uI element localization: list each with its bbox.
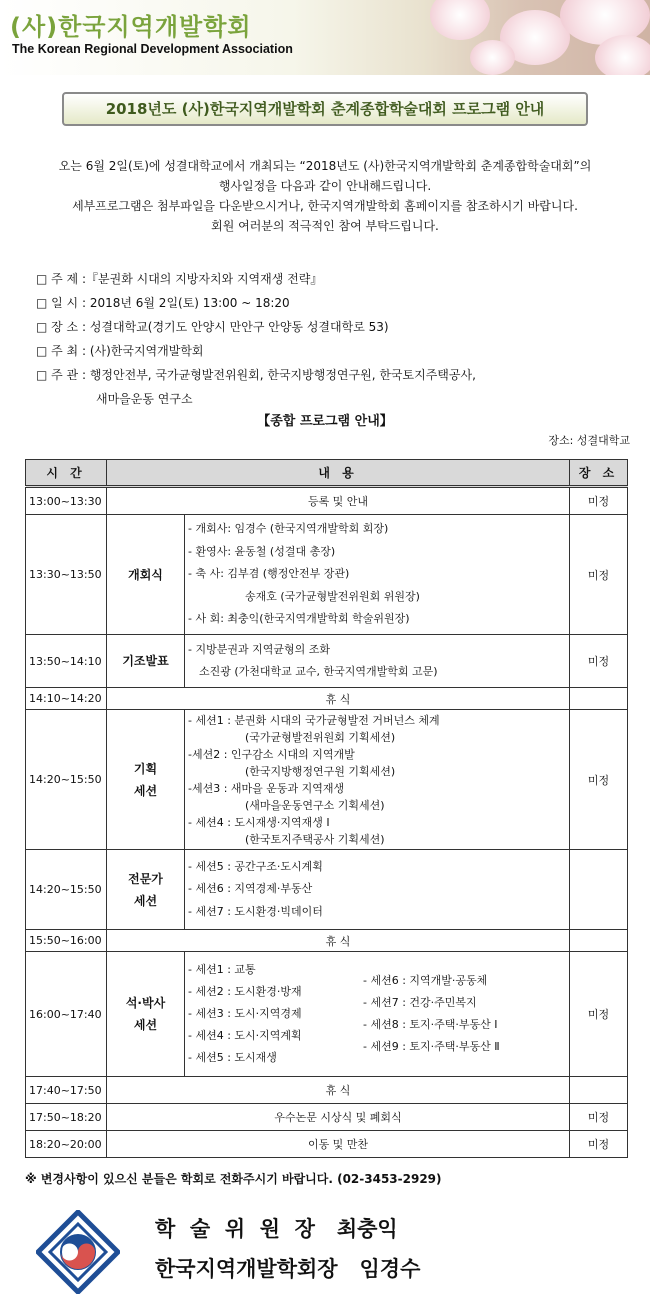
header-content: 내 용 <box>107 460 570 487</box>
content-line: - 세션2 : 도시환경·방재 <box>188 985 302 998</box>
table-row <box>26 930 628 952</box>
blossom-decoration <box>470 40 515 75</box>
row-content <box>185 710 570 850</box>
header-time: 시 간 <box>26 460 107 487</box>
table-row <box>26 850 628 930</box>
category-line: 세션 <box>133 1018 158 1032</box>
content-line: - 축 사: 김부겸 (행정안전부 장관) <box>188 567 350 581</box>
row-time: 16:00~17:40 <box>26 952 107 1077</box>
content-line: - 세션4 : 도시·지역계획 <box>188 1029 302 1042</box>
program-table <box>25 459 628 1158</box>
content-line: - 세션4 : 도시재생·지역재생 Ⅰ <box>188 815 330 829</box>
info-host: □ 주 최 : (사)한국지역개발학회 <box>36 344 204 358</box>
row-content: 등록 및 안내 <box>107 487 570 515</box>
row-content: 휴 식 <box>107 688 570 710</box>
info-organizers: □ 주 관 : 행정안전부, 국가균형발전위원회, 한국지방행정연구원, 한국토지주택공사, <box>36 368 476 382</box>
content-line: - 사 회: 최충익(한국지역개발학회 학술위원장) <box>188 612 410 626</box>
intro-text <box>0 156 650 236</box>
content-line: (새마을운동연구소 기획세션) <box>245 798 385 812</box>
row-place <box>570 1077 628 1104</box>
info-organizers-cont: 새마을운동 연구소 <box>96 392 193 406</box>
venue-note: 장소: 성결대학교 <box>548 434 630 447</box>
content-line: 소진광 (가천대학교 교수, 한국지역개발학회 고문) <box>199 665 438 678</box>
content-line: - 세션1 : 교통 <box>188 963 256 976</box>
row-time: 17:50~18:20 <box>26 1104 107 1131</box>
row-time: 17:40~17:50 <box>26 1077 107 1104</box>
intro-line: 오는 6월 2일(토)에 성결대학교에서 개최되는 “2018년도 (사)한국지역개발학회 춘계종합학술대회”의 <box>58 159 592 173</box>
intro-line: 행사일정을 다음과 같이 안내해드립니다. <box>218 179 432 193</box>
row-place <box>570 850 628 930</box>
category-line: 석·박사 <box>125 996 166 1010</box>
row-time: 14:10~14:20 <box>26 688 107 710</box>
row-place: 미정 <box>570 515 628 635</box>
content-line: - 세션5 : 도시재생 <box>188 1051 277 1064</box>
info-theme: □ 주 제 :『분권화 시대의 지방자치와 지역재생 전략』 <box>36 272 323 286</box>
table-row <box>26 515 628 635</box>
event-info <box>36 267 636 411</box>
table-row <box>26 635 628 688</box>
row-category <box>107 710 185 850</box>
row-place: 미정 <box>570 710 628 850</box>
content-line: - 세션1 : 분권화 시대의 국가균형발전 거버넌스 체계 <box>188 713 440 727</box>
table-row <box>26 487 628 515</box>
signature-president: 한국지역개발학회장 임경수 <box>155 1257 421 1281</box>
row-content <box>185 850 570 930</box>
content-line: -세션2 : 인구감소 시대의 지역개발 <box>188 747 355 761</box>
row-time: 13:30~13:50 <box>26 515 107 635</box>
row-place: 미정 <box>570 1131 628 1158</box>
content-line: - 세션6 : 지역개발·공동체 <box>363 974 488 987</box>
table-row <box>26 688 628 710</box>
content-line: - 환영사: 윤동철 (성결대 총장) <box>188 544 336 558</box>
row-time: 13:50~14:10 <box>26 635 107 688</box>
content-line: - 세션3 : 도시·지역경제 <box>188 1007 302 1020</box>
intro-line: 회원 여러분의 적극적인 참여 부탁드립니다. <box>211 219 439 233</box>
page-title: 2018년도 (사)한국지역개발학회 춘계종합학술대회 프로그램 안내 <box>62 92 588 126</box>
contact-notice: ※ 변경사항이 있으신 분들은 학회로 전화주시기 바랍니다. (02-3453-2929) <box>25 1172 442 1186</box>
table-row <box>26 1104 628 1131</box>
row-category <box>107 952 185 1077</box>
blossom-decoration <box>430 0 490 40</box>
content-line: -세션3 : 새마을 운동과 지역재생 <box>188 781 345 795</box>
table-header <box>26 460 628 487</box>
content-line: - 세션9 : 토지·주택·부동산 Ⅱ <box>363 1040 500 1053</box>
table-row <box>26 710 628 850</box>
content-line: - 세션6 : 지역경제·부동산 <box>188 882 313 896</box>
row-place <box>570 930 628 952</box>
content-line: - 세션8 : 토지·주택·부동산 Ⅰ <box>363 1018 498 1031</box>
content-line: - 세션7 : 건강·주민복지 <box>363 996 477 1009</box>
content-line: - 세션5 : 공간구조·도시계획 <box>188 859 323 873</box>
row-content: 휴 식 <box>107 930 570 952</box>
blossom-decoration <box>595 35 650 75</box>
intro-line: 세부프로그램은 첨부파일을 다운받으시거나, 한국지역개발학회 홈페이지를 참조하시기 바랍니다. <box>72 199 578 213</box>
row-content <box>185 635 570 688</box>
association-logo-icon <box>36 1210 120 1294</box>
row-content: 이동 및 만찬 <box>107 1131 570 1158</box>
header-place: 장 소 <box>570 460 628 487</box>
content-line: 송재호 (국가균형발전위원회 위원장) <box>245 589 420 603</box>
association-name-korean: (사)한국지역개발학회 <box>10 13 252 41</box>
row-place <box>570 688 628 710</box>
signature-academic-chair: 학 술 위 원 장 최충익 <box>155 1217 398 1241</box>
row-content: 우수논문 시상식 및 폐회식 <box>107 1104 570 1131</box>
row-time: 15:50~16:00 <box>26 930 107 952</box>
row-content <box>185 952 570 1077</box>
row-category <box>107 850 185 930</box>
row-content <box>185 515 570 635</box>
table-row <box>26 1131 628 1158</box>
session-column-left <box>185 959 363 1069</box>
row-time: 13:00~13:30 <box>26 487 107 515</box>
header-banner <box>0 0 650 75</box>
row-time: 18:20~20:00 <box>26 1131 107 1158</box>
content-line: - 세션7 : 도시환경·빅데이터 <box>188 904 323 918</box>
category-line: 세션 <box>133 893 158 908</box>
table-row <box>26 1077 628 1104</box>
association-name-english: The Korean Regional Development Association <box>12 42 293 56</box>
table-row <box>26 952 628 1077</box>
row-place: 미정 <box>570 487 628 515</box>
content-line: - 개회사: 임경수 (한국지역개발학회 회장) <box>188 522 389 536</box>
info-date: □ 일 시 : 2018년 6월 2일(토) 13:00 ~ 18:20 <box>36 296 290 310</box>
content-line: - 지방분권과 지역균형의 조화 <box>188 642 330 656</box>
row-category: 개회식 <box>107 515 185 635</box>
content-line: (국가균형발전위원회 기획세션) <box>245 730 396 744</box>
info-place: □ 장 소 : 성결대학교(경기도 안양시 만안구 안양동 성결대학로 53) <box>36 320 389 334</box>
category-line: 전문가 <box>128 871 163 886</box>
row-category: 기조발표 <box>107 635 185 688</box>
category-line: 기획 <box>133 761 158 776</box>
program-title: 【종합 프로그램 안내】 <box>257 414 393 429</box>
content-line: (한국지방행정연구원 기획세션) <box>245 764 396 778</box>
session-column-right <box>363 959 500 1069</box>
row-place: 미정 <box>570 1104 628 1131</box>
row-place: 미정 <box>570 635 628 688</box>
content-line: (한국토지주택공사 기획세션) <box>245 832 385 846</box>
row-place: 미정 <box>570 952 628 1077</box>
category-line: 세션 <box>133 783 158 798</box>
row-time: 14:20~15:50 <box>26 850 107 930</box>
row-content: 휴 식 <box>107 1077 570 1104</box>
row-time: 14:20~15:50 <box>26 710 107 850</box>
